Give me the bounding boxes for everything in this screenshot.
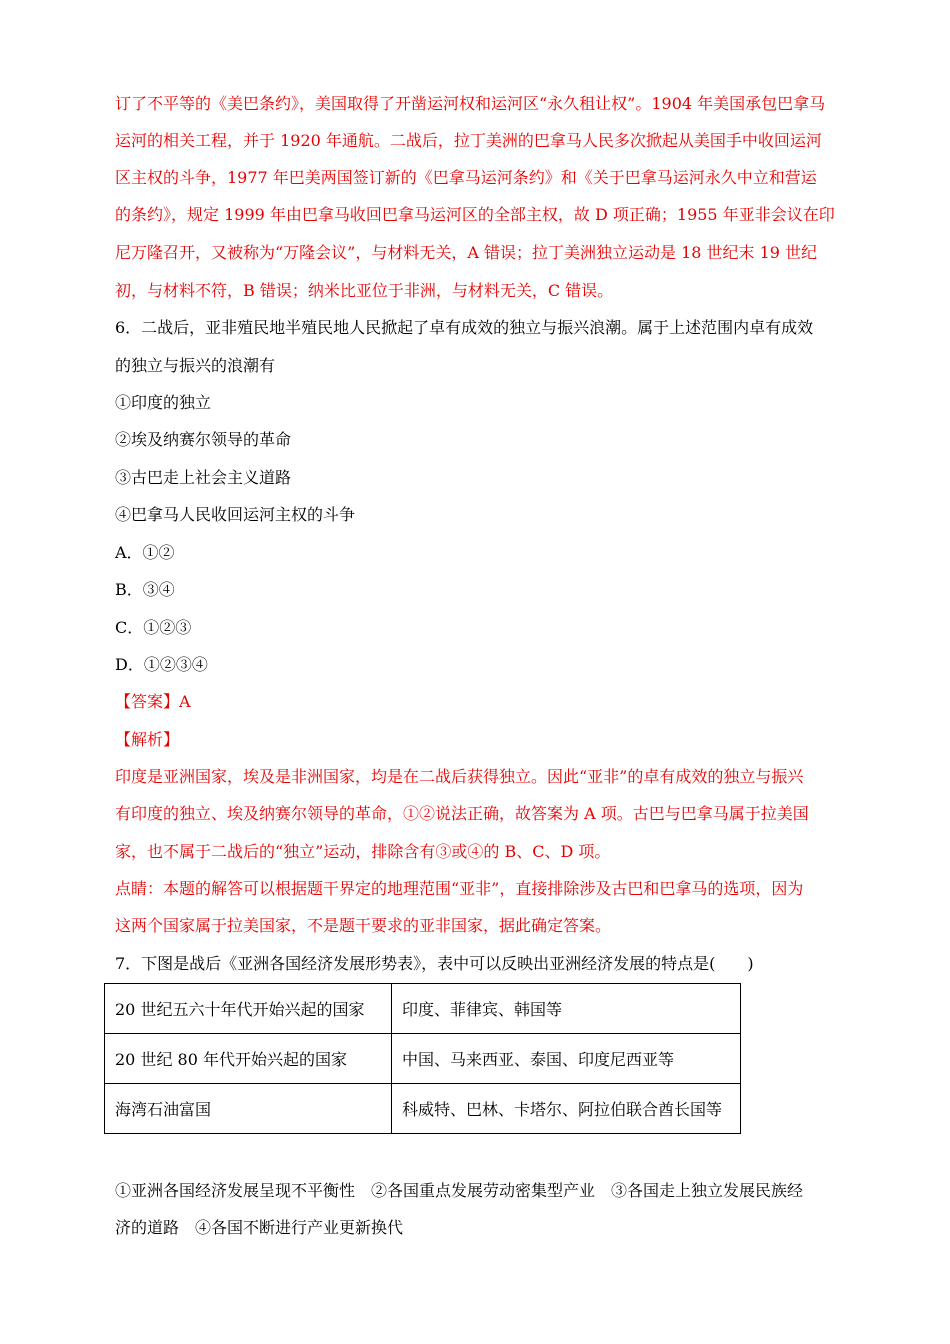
q6-option-d: D．①②③④ xyxy=(115,655,208,674)
q6-answer: 【答案】A xyxy=(115,692,191,711)
table-row xyxy=(105,1084,741,1134)
q7-statement-line: 济的道路 ④各国不断进行产业更新换代 xyxy=(115,1218,404,1237)
q6-analysis-line: 这两个国家属于拉美国家，不是题干要求的亚非国家，据此确定答案。 xyxy=(115,916,612,935)
q7-stem: 7．下图是战后《亚洲各国经济发展形势表》，表中可以反映出亚洲经济发展的特点是( ) xyxy=(115,954,754,973)
q6-analysis-line: 印度是亚洲国家，埃及是非洲国家，均是在二战后获得独立。因此“亚非”的卓有成效的独立与振兴 xyxy=(115,767,804,786)
table-cell-category: 海湾石油富国 xyxy=(105,1084,392,1134)
q6-option-c: C．①②③ xyxy=(115,618,192,637)
table-cell-category: 20 世纪五六十年代开始兴起的国家 xyxy=(105,984,392,1034)
q6-analysis-line: 有印度的独立、埃及纳赛尔领导的革命，①②说法正确，故答案为 A 项。古巴与巴拿马属于拉美国 xyxy=(115,804,809,823)
q5-explanation-line: 初，与材料不符，B 错误；纳米比亚位于非洲，与材料无关，C 错误。 xyxy=(115,281,614,300)
q5-explanation-line: 订了不平等的《美巴条约》，美国取得了开凿运河权和运河区“永久租让权”。1904 年美国承包巴拿马 xyxy=(115,94,826,113)
q6-item: ①印度的独立 xyxy=(115,393,212,412)
q6-item: ④巴拿马人民收回运河主权的斗争 xyxy=(115,505,356,524)
q5-explanation-line: 区主权的斗争，1977 年巴美两国签订新的《巴拿马运河条约》和《关于巴拿马运河永久中立和营运 xyxy=(115,168,817,187)
q7-statement-line: ①亚洲各国经济发展呈现不平衡性 ②各国重点发展劳动密集型产业 ③各国走上独立发展民族经 xyxy=(115,1181,804,1200)
table-cell-countries: 印度、菲律宾、韩国等 xyxy=(392,984,741,1034)
q6-item: ③古巴走上社会主义道路 xyxy=(115,468,292,487)
q5-explanation-line: 运河的相关工程，并于 1920 年通航。二战后，拉丁美洲的巴拿马人民多次掀起从美国手中收回运河 xyxy=(115,131,822,150)
asia-economy-table xyxy=(104,983,741,1134)
table-cell-countries: 中国、马来西亚、泰国、印度尼西亚等 xyxy=(392,1034,741,1084)
q6-item: ②埃及纳赛尔领导的革命 xyxy=(115,430,292,449)
q6-analysis-line: 家，也不属于二战后的“独立”运动，排除含有③或④的 B、C、D 项。 xyxy=(115,842,611,861)
table-cell-countries: 科威特、巴林、卡塔尔、阿拉伯联合酋长国等 xyxy=(392,1084,741,1134)
table-row xyxy=(105,984,741,1034)
table-cell-category: 20 世纪 80 年代开始兴起的国家 xyxy=(105,1034,392,1084)
q6-stem-line: 6．二战后，亚非殖民地半殖民地人民掀起了卓有成效的独立与振兴浪潮。属于上述范围内卓有成效 xyxy=(115,318,814,337)
q6-option-b: B．③④ xyxy=(115,580,175,599)
q6-stem-line: 的独立与振兴的浪潮有 xyxy=(115,356,276,375)
table-row xyxy=(105,1034,741,1084)
q5-explanation-line: 尼万隆召开，又被称为“万隆会议”，与材料无关，A 错误；拉丁美洲独立运动是 18 世纪末 19 世纪 xyxy=(115,243,818,262)
q6-option-a: A．①② xyxy=(115,543,175,562)
q5-explanation-line: 的条约》，规定 1999 年由巴拿马收回巴拿马运河区的全部主权，故 D 项正确；1955 年亚非会议在印 xyxy=(115,205,835,224)
q6-analysis-heading: 【解析】 xyxy=(115,730,180,749)
q6-analysis-line: 点睛：本题的解答可以根据题干界定的地理范围“亚非”，直接排除涉及古巴和巴拿马的选项，因为 xyxy=(115,879,804,898)
